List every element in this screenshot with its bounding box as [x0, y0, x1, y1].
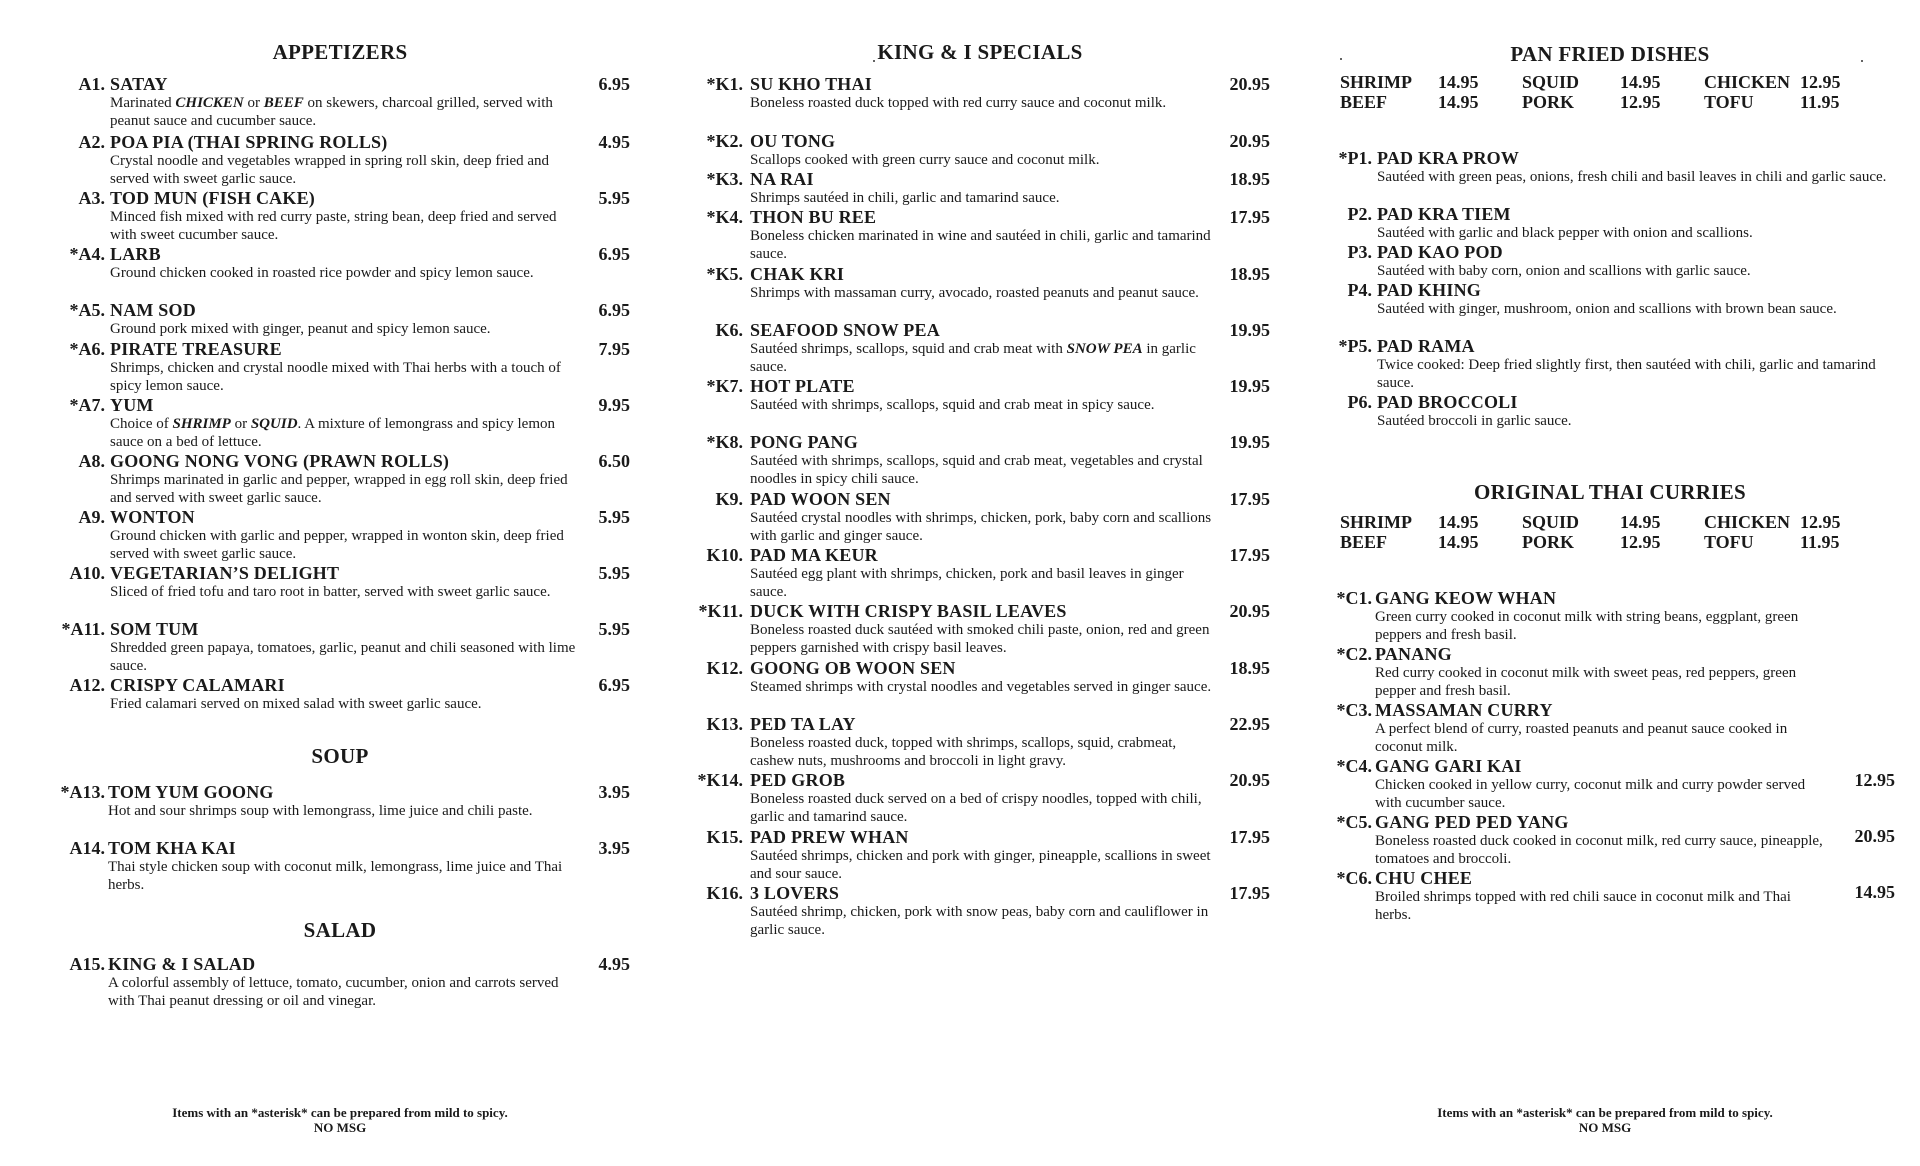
- item-description: Boneless roasted duck cooked in coconut milk, red curry sauce, pineapple, tomatoes and broccoli.: [1375, 833, 1823, 867]
- item-name: PAD MA KEUR: [750, 545, 878, 565]
- item-name: GOONG NONG VONG (PRAWN ROLLS): [110, 451, 450, 471]
- item-code: *P5.: [1338, 336, 1372, 356]
- item-price: 18.95: [1229, 169, 1270, 189]
- item-description: Sautéed with garlic and black pepper with onion and scallions.: [1377, 225, 1753, 241]
- item-price: 5.95: [598, 188, 630, 208]
- item-code: A12.: [69, 675, 105, 695]
- item-code: A15.: [69, 954, 105, 974]
- item-name: PIRATE TREASURE: [110, 339, 282, 359]
- item-price: 20.95: [1229, 770, 1270, 790]
- item-price: 9.95: [598, 395, 630, 415]
- item-price: 18.95: [1229, 264, 1270, 284]
- item-name: PAD KAO POD: [1377, 242, 1503, 262]
- protein-name: BEEF: [1340, 532, 1388, 552]
- item-name: GOONG OB WOON SEN: [750, 658, 956, 678]
- protein-name: SQUID: [1522, 512, 1580, 532]
- item-code: K9.: [715, 489, 743, 509]
- item-name: SOM TUM: [110, 619, 199, 639]
- scan-speck: [873, 60, 875, 62]
- item-code: *K7.: [706, 376, 743, 396]
- item-name: PANANG: [1375, 644, 1452, 664]
- item-description: Sliced of fried tofu and taro root in batter, served with sweet garlic sauce.: [110, 584, 551, 600]
- item-name: GANG PED PED YANG: [1375, 812, 1569, 832]
- spicy-note-left: [120, 1105, 560, 1135]
- item-code: K16.: [706, 883, 743, 903]
- item-code: *K8.: [706, 432, 743, 452]
- item-name: PED GROB: [750, 770, 846, 790]
- item-price: 17.95: [1229, 545, 1270, 565]
- item-code: *K3.: [706, 169, 743, 189]
- item-description: Boneless roasted duck, topped with shrimps, scallops, squid, crabmeat, cashew nuts, mushrooms and broccoli in light gravy.: [750, 735, 1177, 769]
- item-code: K15.: [706, 827, 743, 847]
- item-code: K12.: [706, 658, 743, 678]
- item-description: Shrimps, chicken and crystal noodle mixed with Thai herbs with a touch of spicy lemon sauce.: [110, 360, 561, 394]
- item-code: *C5.: [1336, 812, 1372, 832]
- item-price: 12.95: [1854, 770, 1895, 790]
- item-description: Sautéed shrimps, chicken and pork with ginger, pineapple, scallions in sweet and sour sauce.: [750, 848, 1211, 882]
- item-description: Red curry cooked in coconut milk with sweet peas, red peppers, green pepper and fresh basil.: [1375, 665, 1797, 699]
- item-description: Marinated CHICKEN or BEEF on skewers, charcoal grilled, served with peanut sauce and cucumber sauce.: [110, 95, 553, 129]
- item-price: 19.95: [1229, 376, 1270, 396]
- item-name: YUM: [110, 395, 154, 415]
- item-description: A colorful assembly of lettuce, tomato, cucumber, onion and carrots served with Thai peanut dressing or oil and vinegar.: [108, 975, 559, 1009]
- item-code: A2.: [78, 132, 105, 152]
- item-code: K13.: [706, 714, 743, 734]
- protein-price: 11.95: [1800, 532, 1840, 552]
- item-description: A perfect blend of curry, roasted peanuts and peanut sauce cooked in coconut milk.: [1375, 721, 1788, 755]
- item-price: 20.95: [1854, 826, 1895, 846]
- item-name: CRISPY CALAMARI: [110, 675, 285, 695]
- item-description: Ground chicken cooked in roasted rice powder and spicy lemon sauce.: [110, 265, 534, 281]
- item-description: Sautéed with green peas, onions, fresh chili and basil leaves in chili and garlic sauce.: [1377, 169, 1887, 185]
- item-price: 19.95: [1229, 320, 1270, 340]
- item-name: LARB: [110, 244, 161, 264]
- item-code: *A4.: [69, 244, 105, 264]
- protein-price: 14.95: [1438, 532, 1479, 552]
- protein-price: 14.95: [1438, 92, 1479, 112]
- item-name: NA RAI: [750, 169, 814, 189]
- item-description: Sautéed with shrimps, scallops, squid and crab meat, vegetables and crystal noodles in spicy chili sauce.: [750, 453, 1203, 487]
- item-name: CHU CHEE: [1375, 868, 1473, 888]
- protein-price: 12.95: [1620, 92, 1661, 112]
- item-description: Sautéed with shrimps, scallops, squid and crab meat in spicy sauce.: [750, 397, 1155, 413]
- item-code: A10.: [69, 563, 105, 583]
- item-description: Thai style chicken soup with coconut milk, lemongrass, lime juice and Thai herbs.: [108, 859, 563, 893]
- item-description: Fried calamari served on mixed salad with sweet garlic sauce.: [110, 696, 482, 712]
- item-price: 4.95: [598, 954, 630, 974]
- item-name: PAD BROCCOLI: [1377, 392, 1518, 412]
- item-price: 7.95: [598, 339, 630, 359]
- item-description: Green curry cooked in coconut milk with string beans, eggplant, green peppers and fresh basil.: [1375, 609, 1799, 643]
- item-code: *A11.: [61, 619, 105, 639]
- item-name: TOM YUM GOONG: [108, 782, 274, 802]
- protein-name: BEEF: [1340, 92, 1388, 112]
- item-code: *K1.: [706, 74, 743, 94]
- item-price: 6.95: [598, 300, 630, 320]
- item-description: Sautéed shrimps, scallops, squid and crab meat with SNOW PEA in garlic sauce.: [750, 341, 1196, 375]
- item-code: A9.: [78, 507, 105, 527]
- item-name: THON BU REE: [750, 207, 877, 227]
- section-title-specials: KING & I SPECIALS: [877, 40, 1083, 64]
- item-code: *A6.: [69, 339, 105, 359]
- item-description: Minced fish mixed with red curry paste, string bean, deep fried and served with sweet cucumber sauce.: [110, 209, 557, 243]
- item-name: OU TONG: [750, 131, 836, 151]
- item-name: PAD KRA PROW: [1377, 148, 1520, 168]
- protein-price: 14.95: [1620, 72, 1661, 92]
- item-description: Sautéed crystal noodles with shrimps, chicken, pork, baby corn and scallions with garlic and ginger sauce.: [750, 510, 1212, 544]
- section-title-appetizers: APPETIZERS: [272, 40, 408, 64]
- section-title-pan-fried: PAN FRIED DISHES: [1510, 42, 1710, 66]
- section-title-salad: SALAD: [303, 918, 377, 942]
- item-name: POA PIA (THAI SPRING ROLLS): [110, 132, 388, 152]
- item-code: P4.: [1347, 280, 1372, 300]
- item-name: KING & I SALAD: [108, 954, 256, 974]
- item-description: Choice of SHRIMP or SQUID. A mixture of lemongrass and spicy lemon sauce on a bed of lettuce.: [110, 416, 555, 450]
- item-name: PAD PREW WHAN: [750, 827, 909, 847]
- item-price: 17.95: [1229, 489, 1270, 509]
- item-price: 22.95: [1229, 714, 1270, 734]
- item-name: TOM KHA KAI: [108, 838, 236, 858]
- item-code: *A5.: [69, 300, 105, 320]
- item-price: 3.95: [598, 838, 630, 858]
- item-name: VEGETARIAN’S DELIGHT: [110, 563, 340, 583]
- protein-price: 12.95: [1620, 532, 1661, 552]
- scan-speck: [1340, 58, 1342, 60]
- protein-name: SQUID: [1522, 72, 1580, 92]
- item-code: K6.: [715, 320, 743, 340]
- item-code: *C3.: [1336, 700, 1372, 720]
- protein-price: 11.95: [1800, 92, 1840, 112]
- item-name: PONG PANG: [750, 432, 858, 452]
- section-title-curries: ORIGINAL THAI CURRIES: [1474, 480, 1746, 504]
- item-code: *P1.: [1338, 148, 1372, 168]
- item-code: A1.: [78, 74, 105, 94]
- item-name: PED TA LAY: [750, 714, 856, 734]
- item-code: *K4.: [706, 207, 743, 227]
- item-name: TOD MUN (FISH CAKE): [110, 188, 315, 208]
- item-name: MASSAMAN CURRY: [1375, 700, 1553, 720]
- protein-name: SHRIMP: [1340, 72, 1412, 92]
- item-price: 14.95: [1854, 882, 1895, 902]
- item-description: Crystal noodle and vegetables wrapped in spring roll skin, deep fried and served with sweet garlic sauce.: [110, 153, 550, 187]
- item-name: GANG KEOW WHAN: [1375, 588, 1557, 608]
- item-price: 6.50: [598, 451, 630, 471]
- item-description: Sautéed broccoli in garlic sauce.: [1377, 413, 1572, 429]
- no-msg-note: NO MSG: [1578, 1120, 1632, 1135]
- item-code: P6.: [1347, 392, 1372, 412]
- item-name: PAD KRA TIEM: [1377, 204, 1511, 224]
- item-price: 6.95: [598, 675, 630, 695]
- item-code: *A13.: [60, 782, 105, 802]
- item-description: Boneless roasted duck sautéed with smoked chili paste, onion, red and green peppers garnished with crispy basil leaves.: [750, 622, 1210, 656]
- item-description: Twice cooked: Deep fried slightly first, then sautéed with chili, garlic and tamarind sauce.: [1377, 357, 1876, 391]
- item-description: Boneless roasted duck topped with red curry sauce and coconut milk.: [750, 95, 1167, 111]
- protein-price: 12.95: [1800, 72, 1841, 92]
- protein-name: PORK: [1522, 532, 1574, 552]
- item-code: *C1.: [1336, 588, 1372, 608]
- item-name: PAD RAMA: [1377, 336, 1475, 356]
- item-name: SEAFOOD SNOW PEA: [750, 320, 940, 340]
- item-price: 17.95: [1229, 883, 1270, 903]
- item-price: 6.95: [598, 74, 630, 94]
- item-code: A14.: [69, 838, 105, 858]
- protein-price: 14.95: [1620, 512, 1661, 532]
- item-description: Chicken cooked in yellow curry, coconut milk and curry powder served with cucumber sauce.: [1375, 777, 1806, 811]
- item-price: 3.95: [598, 782, 630, 802]
- item-price: 5.95: [598, 507, 630, 527]
- item-price: 4.95: [598, 132, 630, 152]
- scan-speck: [1861, 60, 1863, 62]
- item-name: GANG GARI KAI: [1375, 756, 1522, 776]
- item-code: P2.: [1347, 204, 1372, 224]
- item-description: Shrimps marinated in garlic and pepper, wrapped in egg roll skin, deep fried and served with sweet garlic sauce.: [110, 472, 568, 506]
- item-code: *A7.: [69, 395, 105, 415]
- item-code: K10.: [706, 545, 743, 565]
- item-description: Shrimps sautéed in chili, garlic and tamarind sauce.: [750, 190, 1060, 206]
- section-title-soup: SOUP: [311, 744, 369, 768]
- item-price: 5.95: [598, 563, 630, 583]
- item-description: Scallops cooked with green curry sauce and coconut milk.: [750, 152, 1100, 168]
- protein-price: 14.95: [1438, 72, 1479, 92]
- protein-name: PORK: [1522, 92, 1574, 112]
- item-description: Steamed shrimps with crystal noodles and vegetables served in ginger sauce.: [750, 679, 1212, 695]
- protein-name: SHRIMP: [1340, 512, 1412, 532]
- item-description: Hot and sour shrimps soup with lemongrass, lime juice and chili paste.: [108, 803, 533, 819]
- item-description: Broiled shrimps topped with red chili sauce in coconut milk and Thai herbs.: [1375, 889, 1791, 923]
- item-description: Ground chicken with garlic and pepper, wrapped in wonton skin, deep fried served with sweet garlic sauce.: [110, 528, 564, 562]
- item-price: 17.95: [1229, 827, 1270, 847]
- item-price: 19.95: [1229, 432, 1270, 452]
- item-code: *K11.: [698, 601, 743, 621]
- item-name: 3 LOVERS: [750, 883, 840, 903]
- item-description: Shredded green papaya, tomatoes, garlic, peanut and chili seasoned with lime sauce.: [110, 640, 576, 674]
- item-code: *K5.: [706, 264, 743, 284]
- item-description: Sautéed shrimp, chicken, pork with snow peas, baby corn and cauliflower in garlic sauce.: [750, 904, 1209, 938]
- item-price: 20.95: [1229, 74, 1270, 94]
- item-name: PAD KHING: [1377, 280, 1481, 300]
- item-description: Sautéed egg plant with shrimps, chicken, pork and basil leaves in ginger sauce.: [750, 566, 1184, 600]
- item-price: 5.95: [598, 619, 630, 639]
- item-description: Shrimps with massaman curry, avocado, roasted peanuts and peanut sauce.: [750, 285, 1199, 301]
- item-description: Ground pork mixed with ginger, peanut and spicy lemon sauce.: [110, 321, 491, 337]
- item-name: PAD WOON SEN: [750, 489, 891, 509]
- item-code: *K14.: [697, 770, 743, 790]
- protein-name: TOFU: [1704, 532, 1754, 552]
- protein-name: CHICKEN: [1704, 512, 1791, 532]
- item-description: Sautéed with ginger, mushroom, onion and scallions with brown bean sauce.: [1377, 301, 1837, 317]
- item-price: 6.95: [598, 244, 630, 264]
- item-code: P3.: [1347, 242, 1372, 262]
- protein-name: CHICKEN: [1704, 72, 1791, 92]
- item-code: A3.: [78, 188, 105, 208]
- item-name: NAM SOD: [110, 300, 196, 320]
- item-name: HOT PLATE: [750, 376, 855, 396]
- item-name: WONTON: [110, 507, 195, 527]
- item-name: SATAY: [110, 74, 168, 94]
- item-description: Sautéed with baby corn, onion and scallions with garlic sauce.: [1377, 263, 1751, 279]
- spicy-note-right: [1385, 1105, 1825, 1135]
- item-code: A8.: [78, 451, 105, 471]
- protein-name: TOFU: [1704, 92, 1754, 112]
- item-description: Boneless chicken marinated in wine and sautéed in chili, garlic and tamarind sauce.: [750, 228, 1211, 262]
- item-price: 18.95: [1229, 658, 1270, 678]
- item-name: DUCK WITH CRISPY BASIL LEAVES: [750, 601, 1067, 621]
- spicy-note-line: Items with an *asterisk* can be prepared from mild to spicy.: [1437, 1105, 1773, 1120]
- item-code: *C4.: [1336, 756, 1372, 776]
- protein-price: 14.95: [1438, 512, 1479, 532]
- item-name: SU KHO THAI: [750, 74, 872, 94]
- protein-price: 12.95: [1800, 512, 1841, 532]
- spicy-note-line: Items with an *asterisk* can be prepared from mild to spicy.: [172, 1105, 508, 1120]
- item-price: 20.95: [1229, 131, 1270, 151]
- item-code: *K2.: [706, 131, 743, 151]
- item-price: 20.95: [1229, 601, 1270, 621]
- item-code: *C2.: [1336, 644, 1372, 664]
- no-msg-note: NO MSG: [313, 1120, 367, 1135]
- item-price: 17.95: [1229, 207, 1270, 227]
- item-code: *C6.: [1336, 868, 1372, 888]
- item-name: CHAK KRI: [750, 264, 845, 284]
- item-description: Boneless roasted duck served on a bed of crispy noodles, topped with chili, garlic and tamarind sauce.: [750, 791, 1202, 825]
